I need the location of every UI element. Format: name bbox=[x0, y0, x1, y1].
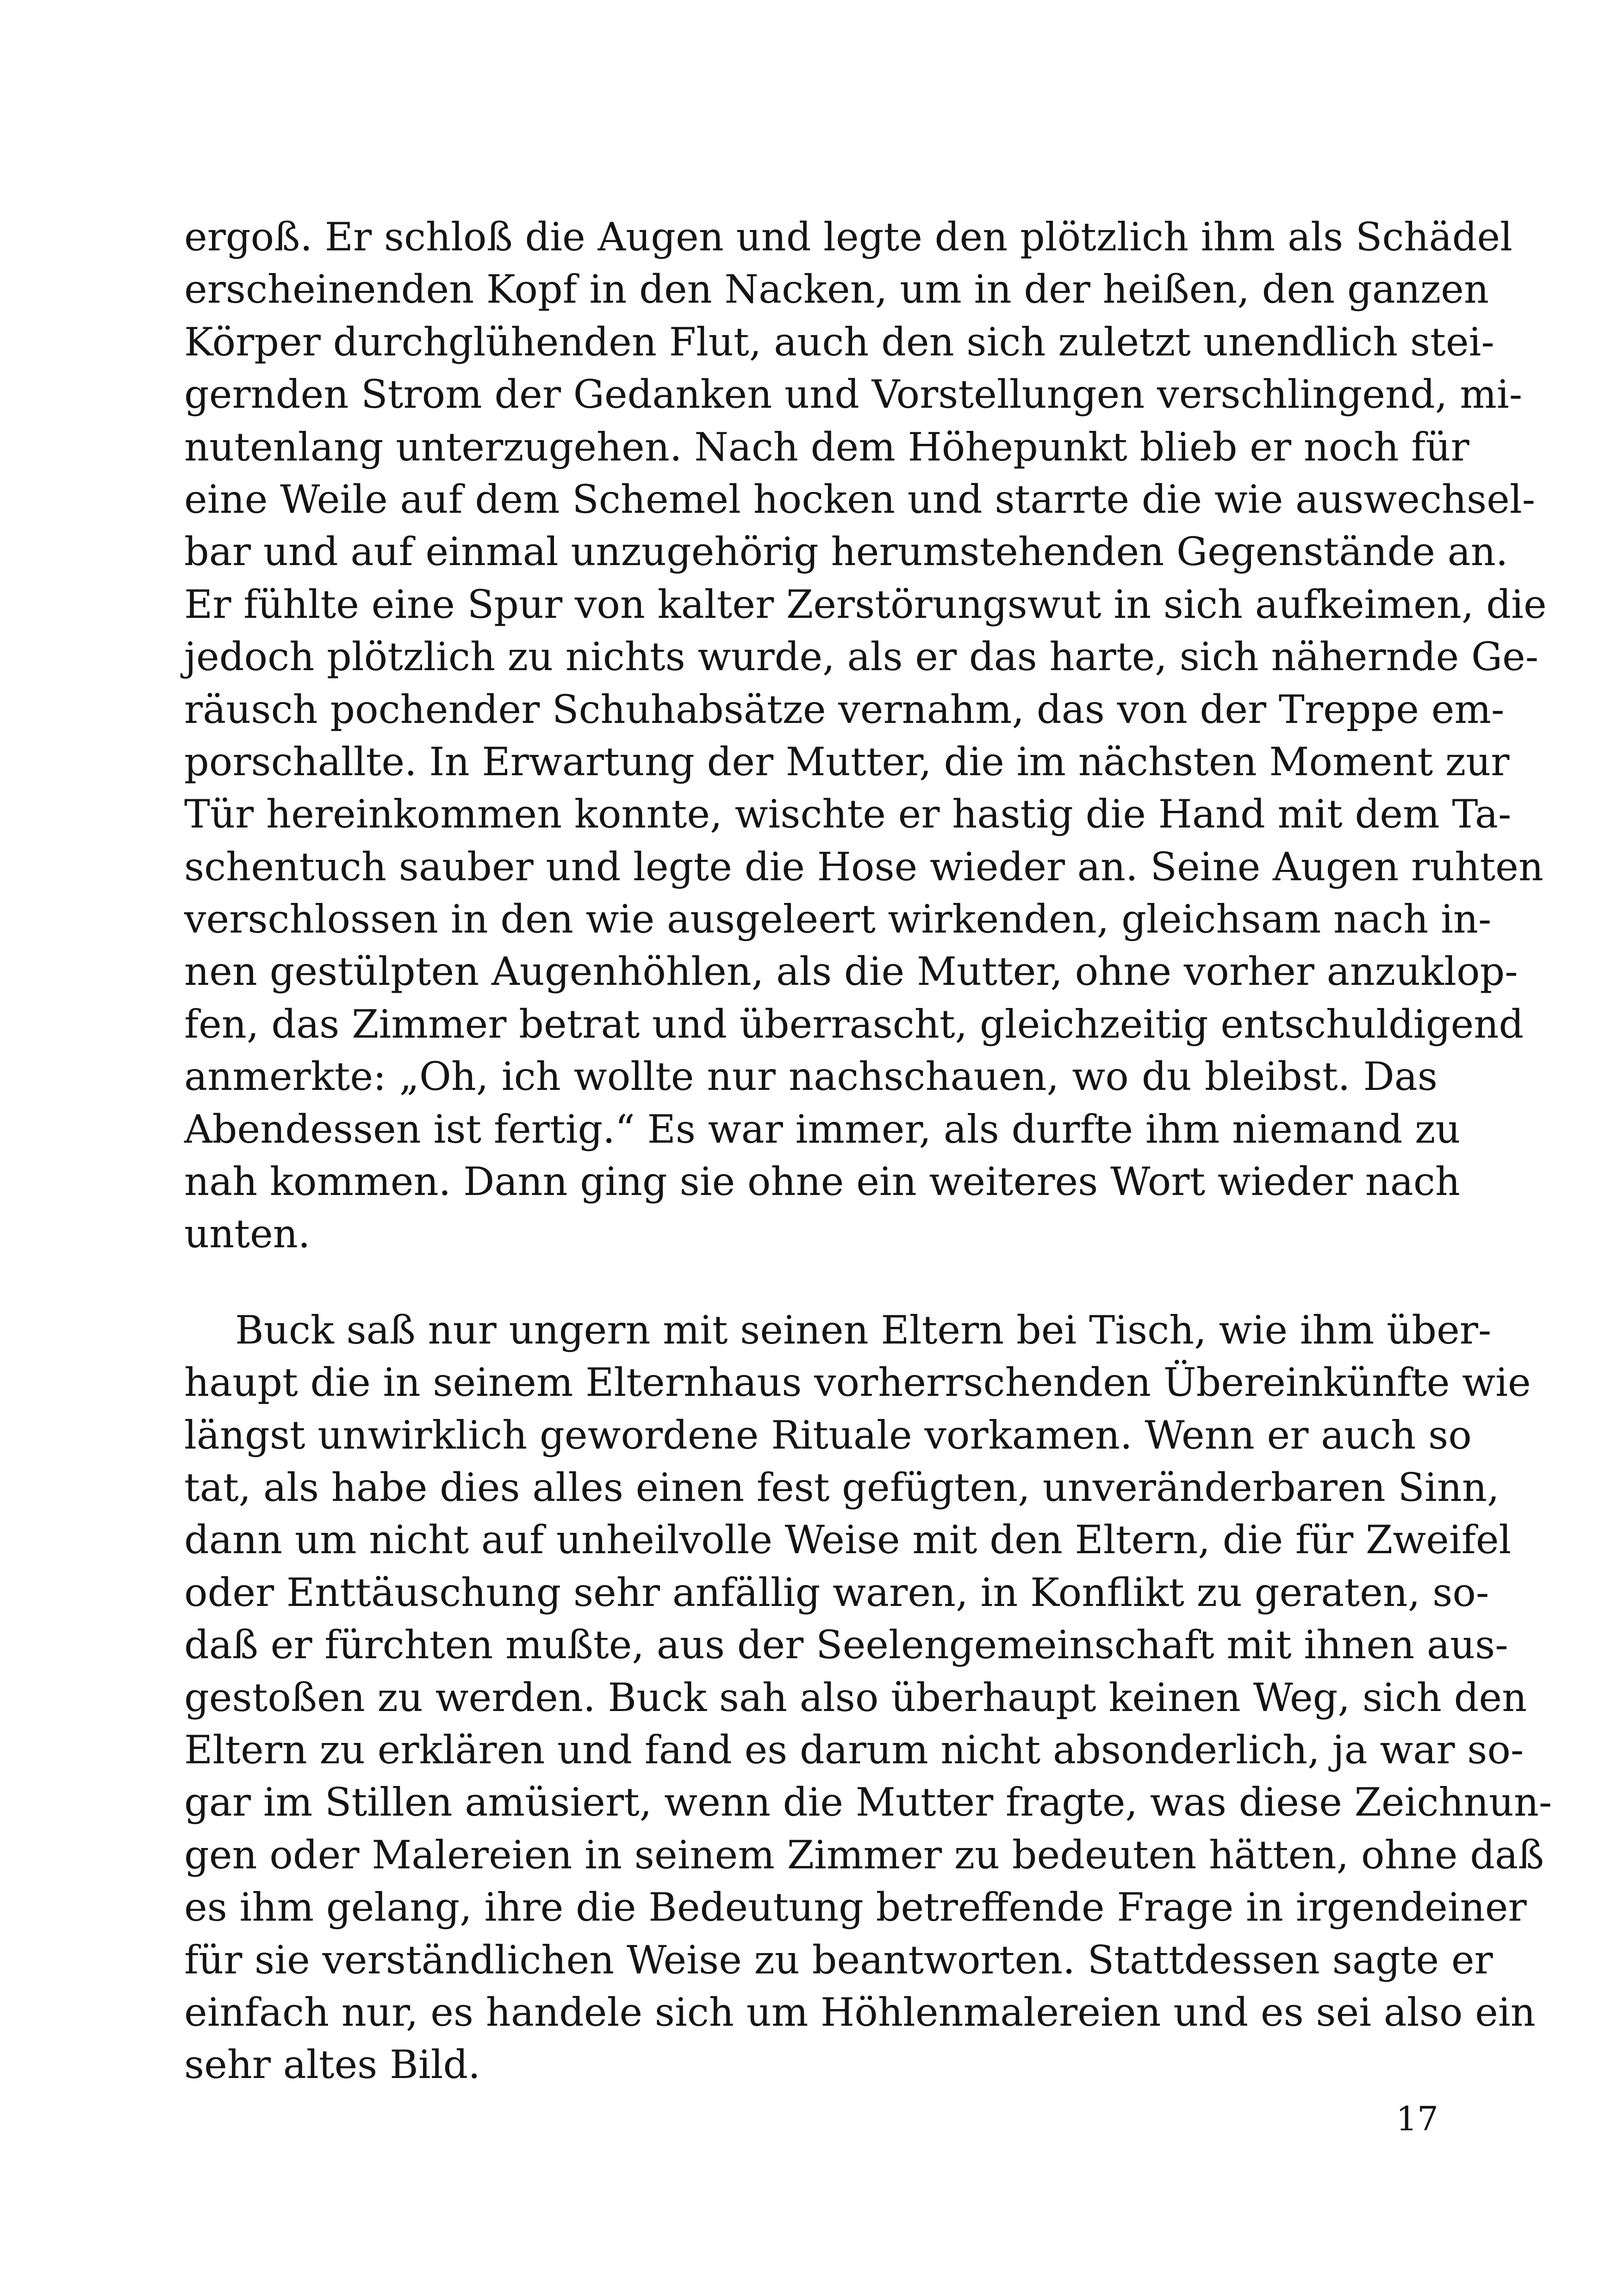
text-line: schentuch sauber und legte die Hose wieder an. Seine Augen ruhten bbox=[184, 844, 1543, 890]
text-line: eine Weile auf dem Schemel hocken und starrte die wie auswechsel- bbox=[184, 476, 1536, 522]
text-line: dann um nicht auf unheilvolle Weise mit den Eltern, die für Zweifel bbox=[184, 1517, 1512, 1563]
text-line: nutenlang unterzugehen. Nach dem Höhepunkt blieb er noch für bbox=[184, 424, 1469, 470]
text-line: einfach nur, es handele sich um Höhlenmalereien und es sei also ein bbox=[184, 1989, 1536, 2035]
body-text bbox=[184, 211, 1552, 2091]
text-line: gestoßen zu werden. Buck sah also überhaupt keinen Weg, sich den bbox=[184, 1674, 1527, 1720]
text-line: Körper durchglühenden Flut, auch den sich zuletzt unendlich stei- bbox=[184, 319, 1494, 365]
text-line: tat, als habe dies alles einen fest gefügten, unveränderbaren Sinn, bbox=[184, 1464, 1500, 1510]
paragraph-gap bbox=[184, 1261, 1438, 1304]
text-line: haupt die in seinem Elternhaus vorherrschenden Übereinkünfte wie bbox=[184, 1360, 1531, 1406]
text-line: Buck saß nur ungern mit seinen Eltern bei Tisch, wie ihm über- bbox=[235, 1307, 1492, 1353]
text-line: jedoch plötzlich zu nichts wurde, als er das harte, sich nähernde Ge- bbox=[184, 634, 1539, 680]
text-line: daß er fürchten mußte, aus der Seelengemeinschaft mit ihnen aus- bbox=[184, 1622, 1508, 1668]
text-line: gar im Stillen amüsiert, wenn die Mutter fragte, was diese Zeichnun- bbox=[184, 1780, 1552, 1825]
text-line: Tür hereinkommen konnte, wischte er hastig die Hand mit dem Ta- bbox=[184, 791, 1512, 837]
text-line: oder Enttäuschung sehr anfällig waren, in Konflikt zu geraten, so- bbox=[184, 1569, 1489, 1615]
text-line: verschlossen in den wie ausgeleert wirkenden, gleichsam nach in- bbox=[184, 896, 1492, 942]
text-line: anmerkte: „Oh, ich wollte nur nachschauen, wo du bleibst. Das bbox=[184, 1054, 1438, 1100]
text-line: nen gestülpten Augenhöhlen, als die Mutter, ohne vorher anzuklop- bbox=[184, 949, 1518, 995]
text-line: fen, das Zimmer betrat und überrascht, gleichzeitig entschuldigend bbox=[184, 1001, 1524, 1047]
text-line: Abendessen ist fertig.“ Es war immer, als durfte ihm niemand zu bbox=[184, 1106, 1461, 1152]
text-line: bar und auf einmal unzugehörig herumstehenden Gegenstände an. bbox=[184, 529, 1508, 575]
text-line: gen oder Malereien in seinem Zimmer zu bedeuten hätten, ohne daß bbox=[184, 1832, 1544, 1878]
text-line: Eltern zu erklären und fand es darum nicht absonderlich, ja war so- bbox=[184, 1727, 1524, 1773]
text-line: für sie verständlichen Weise zu beantworten. Stattdessen sagte er bbox=[184, 1937, 1493, 1983]
text-line: erscheinenden Kopf in den Nacken, um in der heißen, den ganzen bbox=[184, 267, 1489, 312]
text-line: gernden Strom der Gedanken und Vorstellungen verschlingend, mi- bbox=[184, 372, 1523, 417]
text-line: unten. bbox=[184, 1211, 311, 1257]
text-line: porschallte. In Erwartung der Mutter, die im nächsten Moment zur bbox=[184, 739, 1510, 784]
text-line: sehr altes Bild. bbox=[184, 2042, 480, 2088]
text-line: Er fühlte eine Spur von kalter Zerstörungswut in sich aufkeimen, die bbox=[184, 581, 1547, 627]
paragraph bbox=[184, 1304, 1552, 2091]
text-line: es ihm gelang, ihre die Bedeutung betreffende Frage in irgendeiner bbox=[184, 1885, 1527, 1930]
paragraph bbox=[184, 211, 1547, 1261]
text-line: räusch pochender Schuhabsätze vernahm, das von der Treppe em- bbox=[184, 686, 1505, 732]
text-line: nah kommen. Dann ging sie ohne ein weiteres Wort wieder nach bbox=[184, 1159, 1461, 1205]
page-number: 17 bbox=[1396, 2099, 1438, 2138]
text-line: längst unwirklich gewordene Rituale vorkamen. Wenn er auch so bbox=[184, 1412, 1472, 1458]
text-line: ergoß. Er schloß die Augen und legte den plötzlich ihm als Schädel bbox=[184, 214, 1512, 260]
